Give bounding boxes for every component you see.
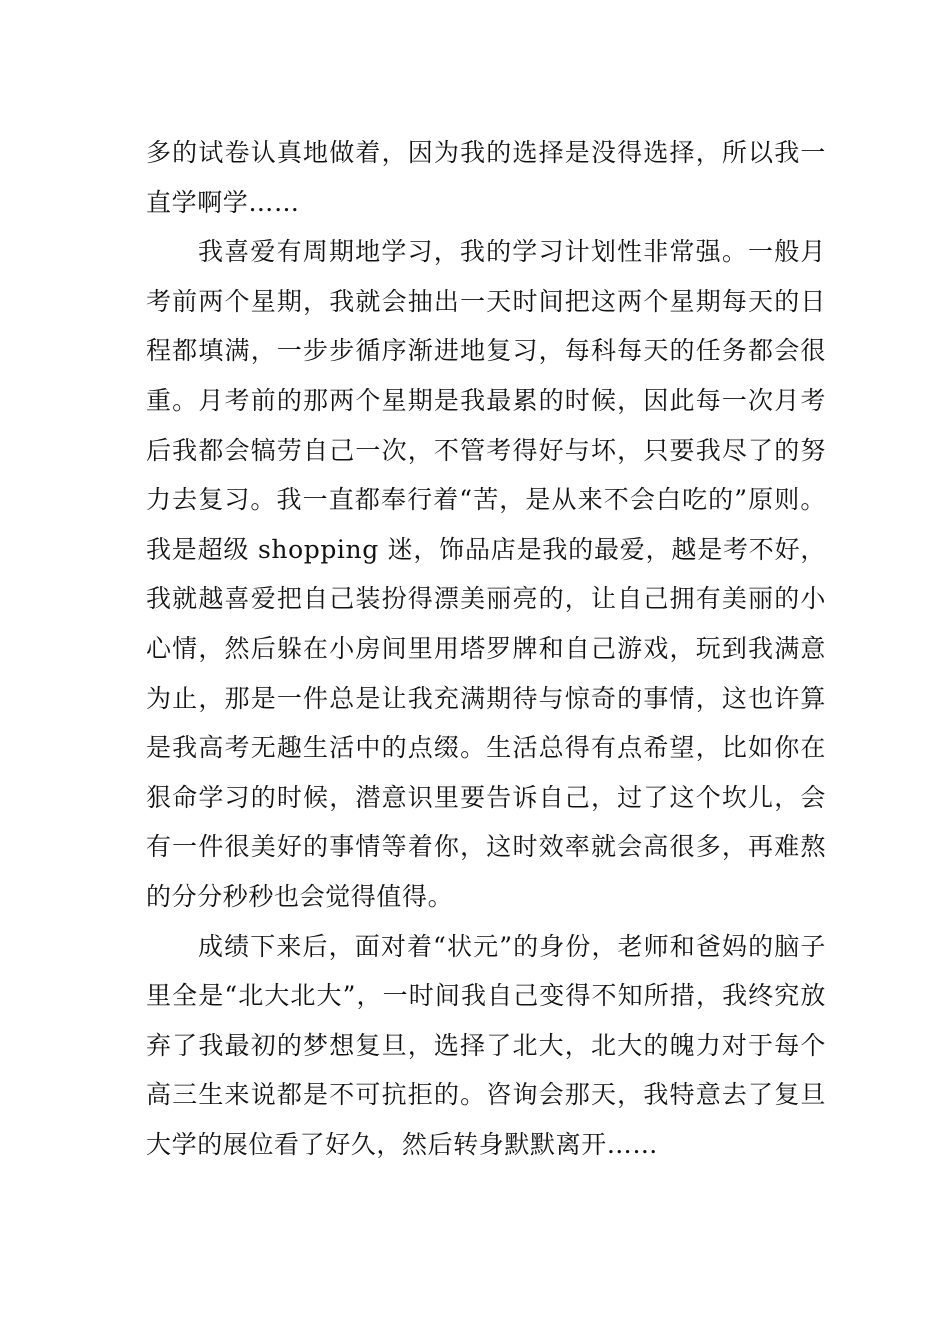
paragraph-2: 我喜爱有周期地学习，我的学习计划性非常强。一般月考前两个星期，我就会抽出一天时间把这两个星期每天的日程都填满，一步步循序渐进地复习，每科每天的任务都会很重。月考前的那两个星期是我最累的时候，因此每一次月考后我都会犒劳自己一次，不管考得好与坏，只要我尽了的努力去复习。我一直都奉行着“苦，是从来不会白吃的”原则。我是超级 shopping 迷，饰品店是我的最爱，越是考不好，我就越喜爱把自己装扮得漂美丽亮的，让自己拥有美丽的小心情，然后躲在小房间里用塔罗牌和自己游戏，玩到我满意为止，那是一件总是让我充满期待与惊奇的事情，这也许算是我高考无趣生活中的点缀。生活总得有点希望，比如你在狠命学习的时候，潜意识里要告诉自己，过了这个坎儿，会有一件很美好的事情等着你，这时效率就会高很多，再难熬的分分秒秒也会觉得值得。 xyxy=(146,237,826,911)
document-body xyxy=(146,128,826,1169)
paragraph-1: 多的试卷认真地做着，因为我的选择是没得选择，所以我一直学啊学…… xyxy=(146,138,826,217)
paragraph-3: 成绩下来后，面对着“状元”的身份，老师和爸妈的脑子里全是“北大北大”，一时间我自己变得不知所措，我终究放弃了我最初的梦想复旦，选择了北大，北大的魄力对于每个高三生来说都是不可抗拒的。咨询会那天，我特意去了复旦大学的展位看了好久，然后转身默默离开…… xyxy=(146,931,826,1159)
